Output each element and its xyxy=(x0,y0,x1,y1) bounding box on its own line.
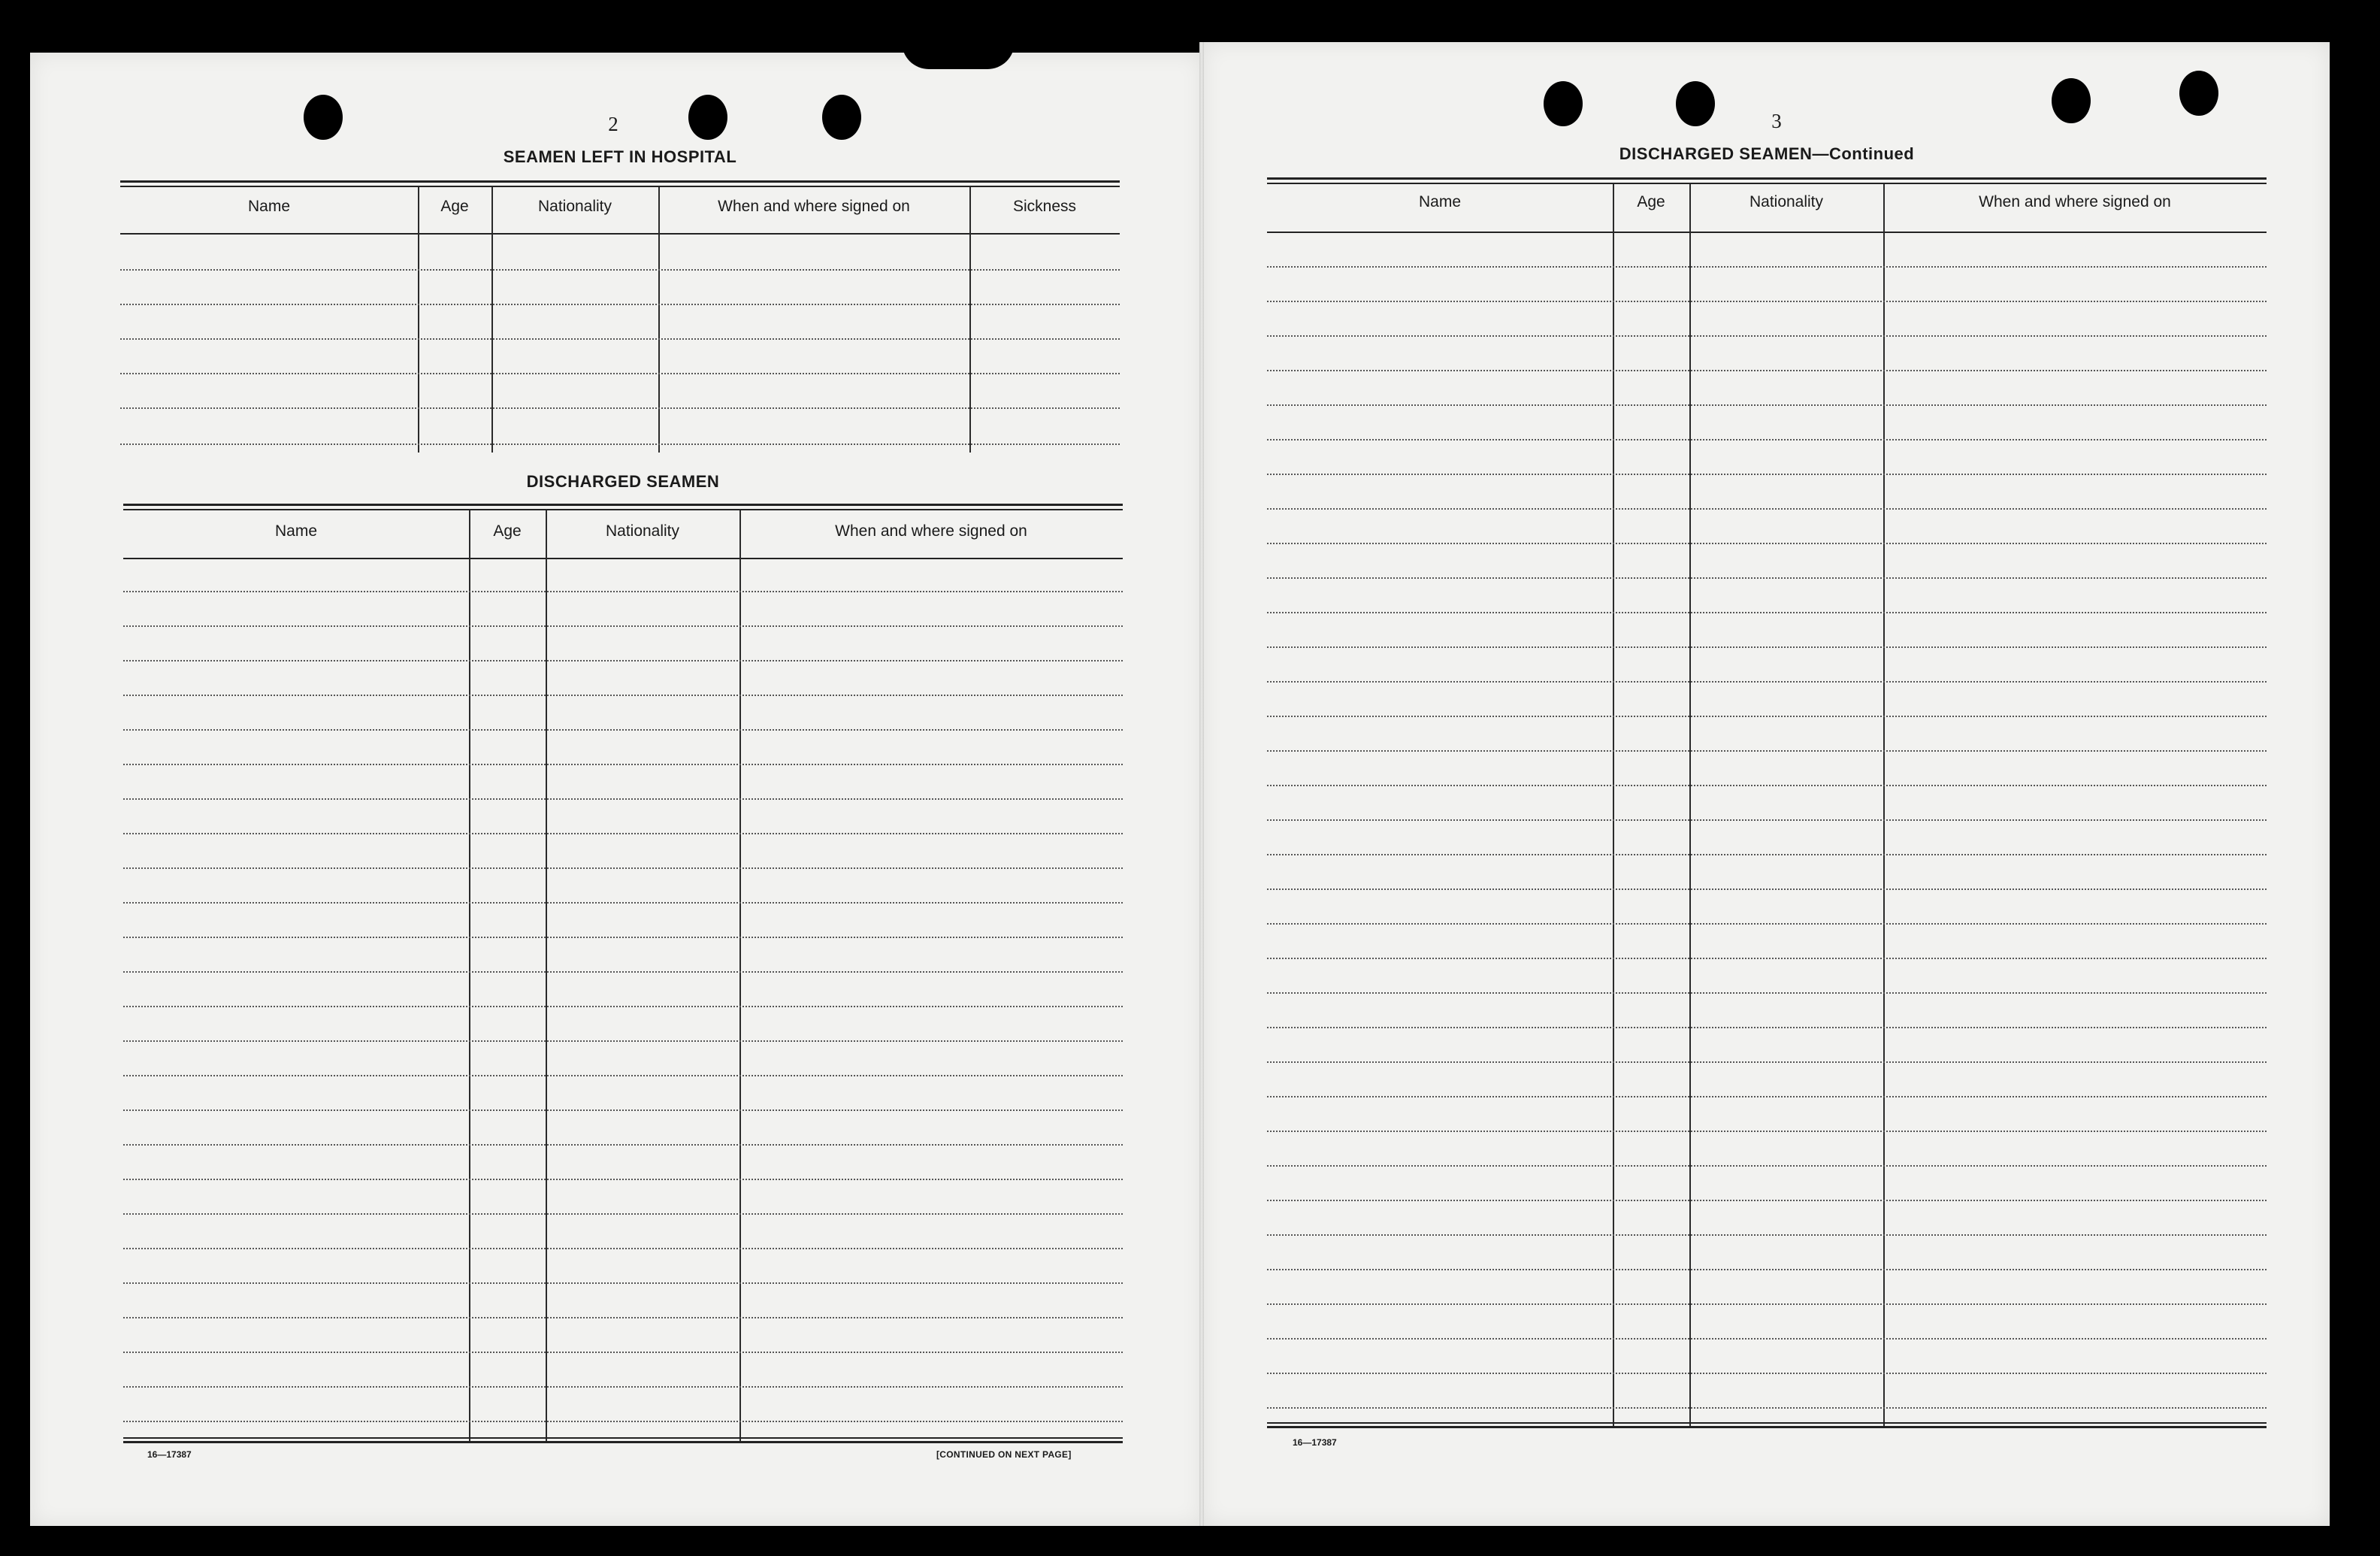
page-number-right: 3 xyxy=(1771,110,1782,132)
form-code-right: 16—17387 xyxy=(1293,1437,1337,1448)
table-row xyxy=(123,1352,1123,1353)
col-header-name: Name xyxy=(1418,193,1462,210)
punch-hole xyxy=(1544,81,1583,126)
table-row xyxy=(120,443,1120,445)
title-suffix: —Continued xyxy=(1812,144,1915,163)
table-row xyxy=(1267,1373,2267,1374)
punch-hole xyxy=(2052,78,2091,123)
discharged-continued-title xyxy=(1267,144,2267,164)
punch-hole xyxy=(304,95,343,140)
table-row xyxy=(123,1179,1123,1180)
punch-hole xyxy=(822,95,861,140)
col-header-nationality: Nationality xyxy=(1749,193,1824,210)
table-row xyxy=(1267,474,2267,475)
title-main: DISCHARGED SEAMEN xyxy=(1619,144,1813,163)
col-header-age: Age xyxy=(1637,193,1665,210)
table-row xyxy=(1267,958,2267,959)
table-row xyxy=(1267,1131,2267,1132)
table-row xyxy=(1267,1303,2267,1305)
col-header-sickness: Sickness xyxy=(1012,198,1077,215)
table-row xyxy=(1267,923,2267,925)
punch-hole xyxy=(2179,71,2218,116)
page-fold xyxy=(1199,42,1204,1526)
col-header-age: Age xyxy=(440,198,469,215)
page-number-left: 2 xyxy=(608,113,618,135)
table-row xyxy=(123,798,1123,800)
table-row xyxy=(1267,1061,2267,1063)
table-row xyxy=(123,1386,1123,1388)
table-row xyxy=(123,625,1123,627)
table-row xyxy=(1267,1269,2267,1270)
table-row xyxy=(123,1144,1123,1146)
table-row xyxy=(123,1006,1123,1007)
table-row xyxy=(123,1248,1123,1249)
table-row xyxy=(1267,1027,2267,1028)
table-row xyxy=(1267,508,2267,510)
table-row xyxy=(1267,1165,2267,1167)
table-row xyxy=(123,1040,1123,1042)
table-row xyxy=(1267,854,2267,855)
table-row xyxy=(120,269,1120,271)
table-row xyxy=(123,1317,1123,1318)
table-row xyxy=(123,1282,1123,1284)
table-row xyxy=(1267,577,2267,579)
hospital-section-title: SEAMEN LEFT IN HOSPITAL xyxy=(503,147,737,166)
table-row xyxy=(1267,992,2267,994)
table-row xyxy=(120,338,1120,340)
table-row xyxy=(1267,785,2267,786)
col-header-name: Name xyxy=(274,522,318,540)
table-row xyxy=(1267,1200,2267,1201)
discharged-table xyxy=(123,504,1123,1443)
col-header-name: Name xyxy=(247,198,291,215)
table-row xyxy=(123,833,1123,834)
table-row xyxy=(123,591,1123,592)
table-row xyxy=(1267,681,2267,683)
table-row xyxy=(1267,646,2267,648)
table-row xyxy=(123,1109,1123,1111)
table-row xyxy=(123,902,1123,904)
table-row xyxy=(1267,1338,2267,1340)
col-header-nationality: Nationality xyxy=(605,522,680,540)
table-row xyxy=(123,1213,1123,1215)
discharged-section-title: DISCHARGED SEAMEN xyxy=(526,472,720,491)
table-row xyxy=(1267,716,2267,717)
table-row xyxy=(123,660,1123,661)
table-row xyxy=(123,1075,1123,1076)
table-row xyxy=(123,867,1123,869)
table-row xyxy=(1267,612,2267,613)
table-row xyxy=(120,407,1120,409)
table-row xyxy=(1267,335,2267,337)
continued-note: [CONTINUED ON NEXT PAGE] xyxy=(936,1449,1072,1460)
table-row xyxy=(120,373,1120,374)
form-code-left: 16—17387 xyxy=(147,1449,192,1460)
table-row xyxy=(1267,439,2267,440)
col-header-age: Age xyxy=(493,522,522,540)
table-row xyxy=(1267,1407,2267,1409)
punch-hole xyxy=(688,95,727,140)
discharged-continued-table xyxy=(1267,177,2267,1428)
table-row xyxy=(1267,819,2267,821)
table-row xyxy=(1267,404,2267,406)
table-row xyxy=(1267,1234,2267,1236)
table-row xyxy=(123,695,1123,696)
table-row xyxy=(1267,266,2267,268)
table-row xyxy=(1267,1096,2267,1097)
table-row xyxy=(1267,888,2267,890)
table-row xyxy=(123,971,1123,973)
col-header-signed-on: When and where signed on xyxy=(718,198,910,215)
paper-tear xyxy=(902,42,1015,69)
table-row xyxy=(1267,543,2267,544)
punch-hole xyxy=(1676,81,1715,126)
table-row xyxy=(123,937,1123,938)
col-header-nationality: Nationality xyxy=(537,198,612,215)
table-row xyxy=(1267,301,2267,302)
col-header-signed-on: When and where signed on xyxy=(835,522,1027,540)
table-row xyxy=(123,1421,1123,1422)
table-row xyxy=(1267,370,2267,371)
table-row xyxy=(120,304,1120,305)
table-row xyxy=(123,729,1123,731)
hospital-table xyxy=(120,180,1120,453)
table-row xyxy=(1267,750,2267,752)
col-header-signed-on: When and where signed on xyxy=(1979,193,2171,210)
table-row xyxy=(123,764,1123,765)
